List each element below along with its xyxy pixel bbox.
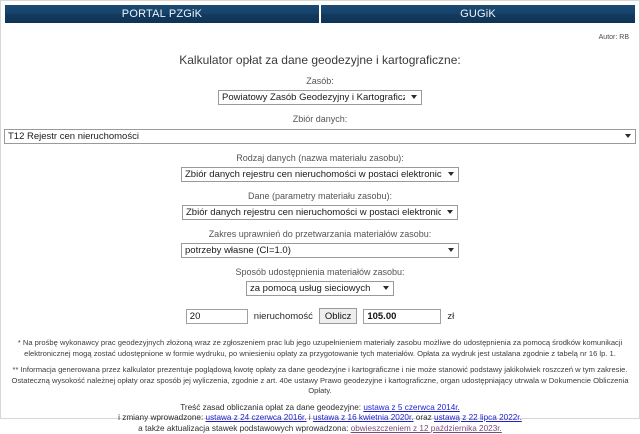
nav-tab-portal-pzgik[interactable]: PORTAL PZGiK — [5, 5, 321, 23]
label-zasob: Zasób: — [1, 76, 639, 87]
legal-line-2-text: i zmiany wprowadzone: — [118, 413, 205, 422]
link-ustawa-2022[interactable]: ustawą z 22 lipca 2022r. — [434, 413, 522, 422]
select-zakres-uprawnien[interactable] — [181, 243, 459, 258]
label-dane: Dane (parametry materiału zasobu): — [1, 191, 639, 202]
legal-line-1 — [7, 403, 633, 414]
field-group-sposob-udostepnienia — [1, 267, 639, 296]
label-zbior-danych: Zbiór danych: — [1, 114, 639, 125]
field-group-zakres-uprawnien — [1, 229, 639, 258]
label-sposob-udostepnienia: Sposób udostępnienia materiałów zasobu: — [1, 267, 639, 278]
field-group-zasob — [1, 76, 639, 105]
select-dane[interactable] — [182, 205, 458, 220]
unit-label: nieruchomość — [254, 310, 313, 323]
select-zbior-danych[interactable] — [4, 129, 636, 144]
legal-links-section — [7, 403, 633, 434]
select-wrap-dane — [182, 202, 458, 220]
calculation-row — [1, 308, 639, 324]
label-rodzaj-danych: Rodzaj danych (nazwa materiału zasobu): — [1, 153, 639, 164]
select-zasob[interactable] — [218, 90, 422, 105]
legal-line-2 — [7, 413, 633, 424]
footnotes-section — [7, 338, 633, 397]
page-title: Kalkulator opłat za dane geodezyjne i kartograficzne: — [1, 53, 639, 67]
select-rodzaj-danych[interactable] — [181, 167, 459, 182]
legal-line-3-text: a także aktualizacja stawek podstawowych wprowadzona: — [138, 424, 351, 433]
top-navigation-bar — [5, 5, 635, 23]
link-ustawa-2020[interactable]: ustawa z 16 kwietnia 2020r. — [313, 413, 414, 422]
calculate-button[interactable]: Oblicz — [319, 308, 357, 324]
legal-line-1-text: Treść zasad obliczania opłat za dane geodezyjne: — [180, 403, 363, 412]
link-ustawa-2016[interactable]: ustawa z 24 czerwca 2016r. — [206, 413, 307, 422]
legal-line-3 — [7, 424, 633, 434]
select-wrap-zasob — [218, 87, 422, 105]
field-group-rodzaj-danych — [1, 153, 639, 182]
select-wrap-sposob-udostepnienia — [246, 278, 394, 296]
footnote-first: * Na prośbę wykonawcy prac geodezyjnych złożoną wraz ze zgłoszeniem prac lub jego uzupełnieniem materiały zasobu możliwe do udostępnienia za pomocą środków komunikacji elektronicznej mogą zostać udostępnione w formie wydruku, po wniesieniu opłaty za przygotowanie tych materiałów. Opłata za wydruk jest ustalana zgodnie z tabelą nr 16 lp. 1. — [7, 338, 633, 359]
select-wrap-rodzaj-danych — [181, 164, 459, 182]
legal-line-2-mid-1: i — [307, 413, 313, 422]
select-wrap-zakres-uprawnien — [181, 240, 459, 258]
link-ustawa-2014[interactable]: ustawa z 5 czerwca 2014r. — [363, 403, 459, 412]
author-label: Autor: RB — [1, 33, 629, 42]
field-group-dane — [1, 191, 639, 220]
label-zakres-uprawnien: Zakres uprawnień do przetwarzania materiałów zasobu: — [1, 229, 639, 240]
result-output-field[interactable] — [363, 309, 441, 324]
select-sposob-udostepnienia[interactable] — [246, 281, 394, 296]
currency-label: zł — [447, 311, 454, 322]
select-wrap-zbior-danych — [4, 126, 636, 144]
field-group-zbior-danych — [1, 114, 639, 144]
link-obwieszczenie-2023[interactable]: obwieszczeniem z 12 października 2023r. — [351, 424, 502, 433]
legal-line-2-mid-2: oraz — [414, 413, 434, 422]
nav-tab-gugik[interactable]: GUGiK — [321, 5, 635, 23]
footnote-second: ** Informacja generowana przez kalkulator prezentuje poglądową kwotę opłaty za dane geodezyjne i kartograficzne i nie może stanowić podstawy jakikolwiek roszczeń w tym zakresie. Ostateczną wysokość należnej opłaty oraz sposób jej wyliczenia, zgodnie z art. 40e ustawy Prawo geodezyjne i kartograficzne, organ udostępniający utrwala w Dokumencie Obliczenia Opłaty. — [7, 365, 633, 397]
quantity-input[interactable] — [186, 309, 248, 324]
